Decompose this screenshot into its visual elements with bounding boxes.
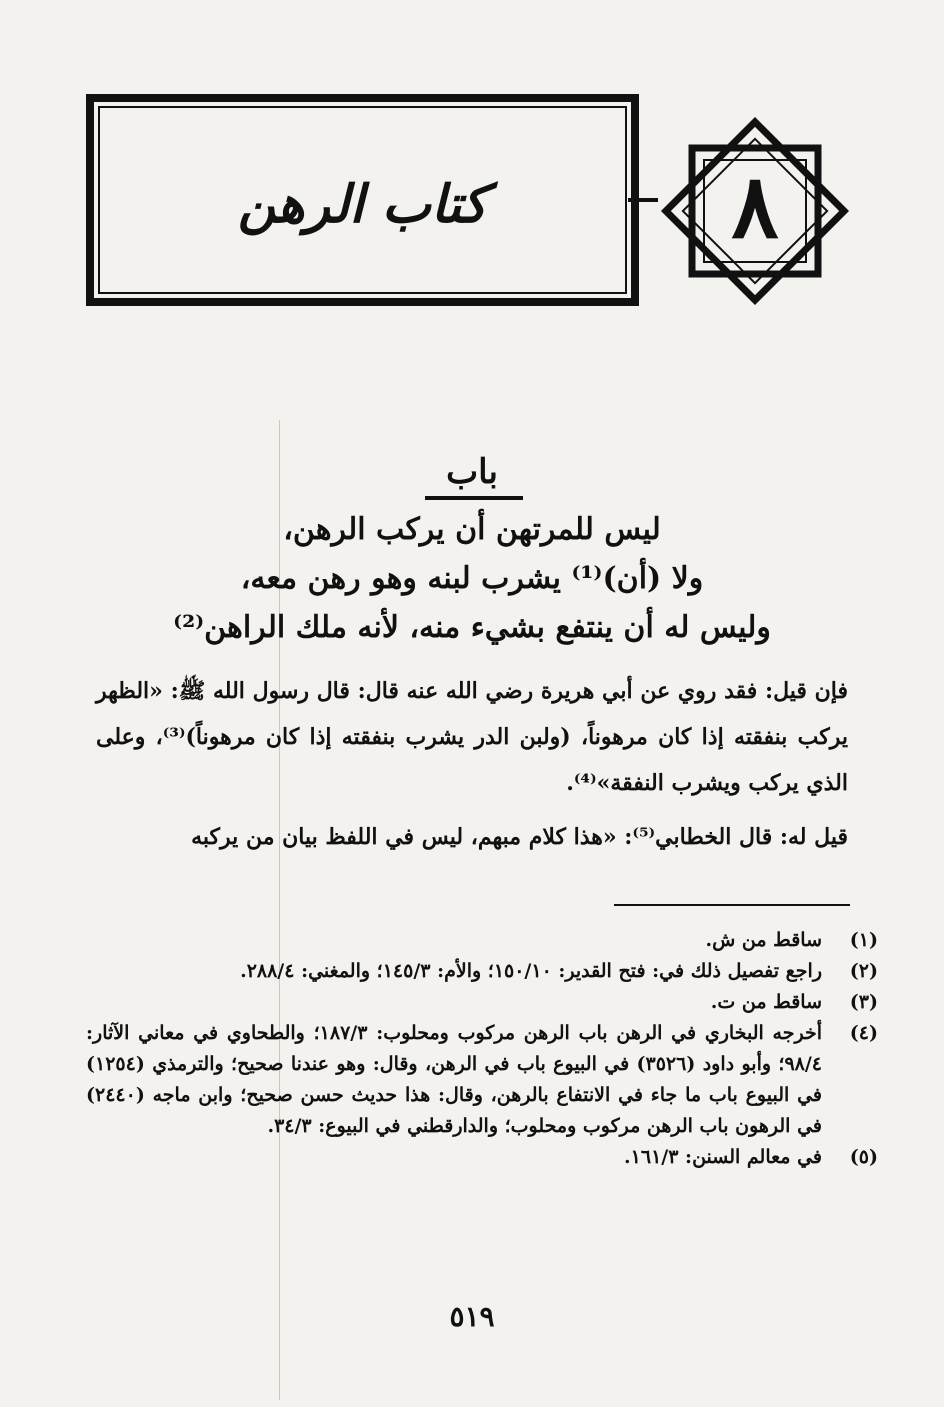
footnote-text: في معالم السنن: ١٦١/٣. xyxy=(624,1146,822,1168)
footnotes xyxy=(86,925,878,1173)
body-paragraph-1: فإن قيل: فقد روي عن أبي هريرة رضي الله عنه قال: قال رسول الله ﷺ: «الظهر يركب بنفقته إذا كان مرهوناً، (ولبن الدر يشرب بنفقته إذا كان مرهوناً)⁽³⁾، وعلى الذي يركب ويشرب النفقة»⁽⁴⁾. xyxy=(96,678,849,796)
footnote-text: راجع تفصيل ذلك في: فتح القدير: ١٥٠/١٠؛ والأم: ١٤٥/٣؛ والمغني: ٢٨٨/٤. xyxy=(240,960,822,982)
section-heading-line-3: وليس له أن ينتفع بشيء منه، لأنه ملك الراهن⁽²⁾ xyxy=(173,610,771,645)
footnote-number: (٤) xyxy=(849,1022,878,1044)
body-paragraph-2: قيل له: قال الخطابي⁽⁵⁾: «هذا كلام مبهم، ليس في اللفظ بيان من يركبه xyxy=(191,824,848,850)
footnote-item xyxy=(86,1142,878,1173)
footnote-number: (٥) xyxy=(849,1146,878,1168)
footnote-text: ساقط من ش. xyxy=(705,929,822,951)
footnote-number: (١) xyxy=(849,929,878,951)
chapter-title: كتاب الرهن xyxy=(237,174,488,235)
section-heading-line-2: ولا (أن)⁽¹⁾ يشرب لبنه وهو رهن معه، xyxy=(240,561,704,596)
footnote-number: (٢) xyxy=(849,960,878,982)
section-label-underline xyxy=(425,496,523,500)
footnote-item xyxy=(86,925,878,956)
chapter-title-frame xyxy=(86,94,639,306)
footnote-item xyxy=(86,956,878,987)
footnote-separator xyxy=(614,904,850,906)
chapter-number: ٨ xyxy=(731,154,779,258)
footnote-item xyxy=(86,987,878,1018)
section-label: باب xyxy=(446,452,498,492)
footnote-item xyxy=(86,1018,878,1142)
footnote-text: ساقط من ت. xyxy=(710,991,822,1013)
chapter-number-star xyxy=(640,96,870,326)
footnote-text: أخرجه البخاري في الرهن باب الرهن مركوب ومحلوب: ١٨٧/٣؛ والطحاوي في معاني الآثار: ٩٨/٤؛ وأبو داود (٣٥٢٦) في البيوع باب في الرهن، وقال: وهو عندنا صحيح؛ والترمذي (١٢٥٤) في البيوع باب ما جاء في الانتفاع بالرهن، وقال: هذا حديث حسن صحيح؛ وابن ماجه (٢٤٤٠) في الرهون باب الرهن مركوب ومحلوب؛ والدارقطني في البيوع: ٣٤/٣. xyxy=(86,1022,822,1137)
footnote-number: (٣) xyxy=(849,991,878,1013)
section-heading-line-1: ليس للمرتهن أن يركب الرهن، xyxy=(283,512,661,547)
page-number: ٥١٩ xyxy=(449,1300,495,1333)
